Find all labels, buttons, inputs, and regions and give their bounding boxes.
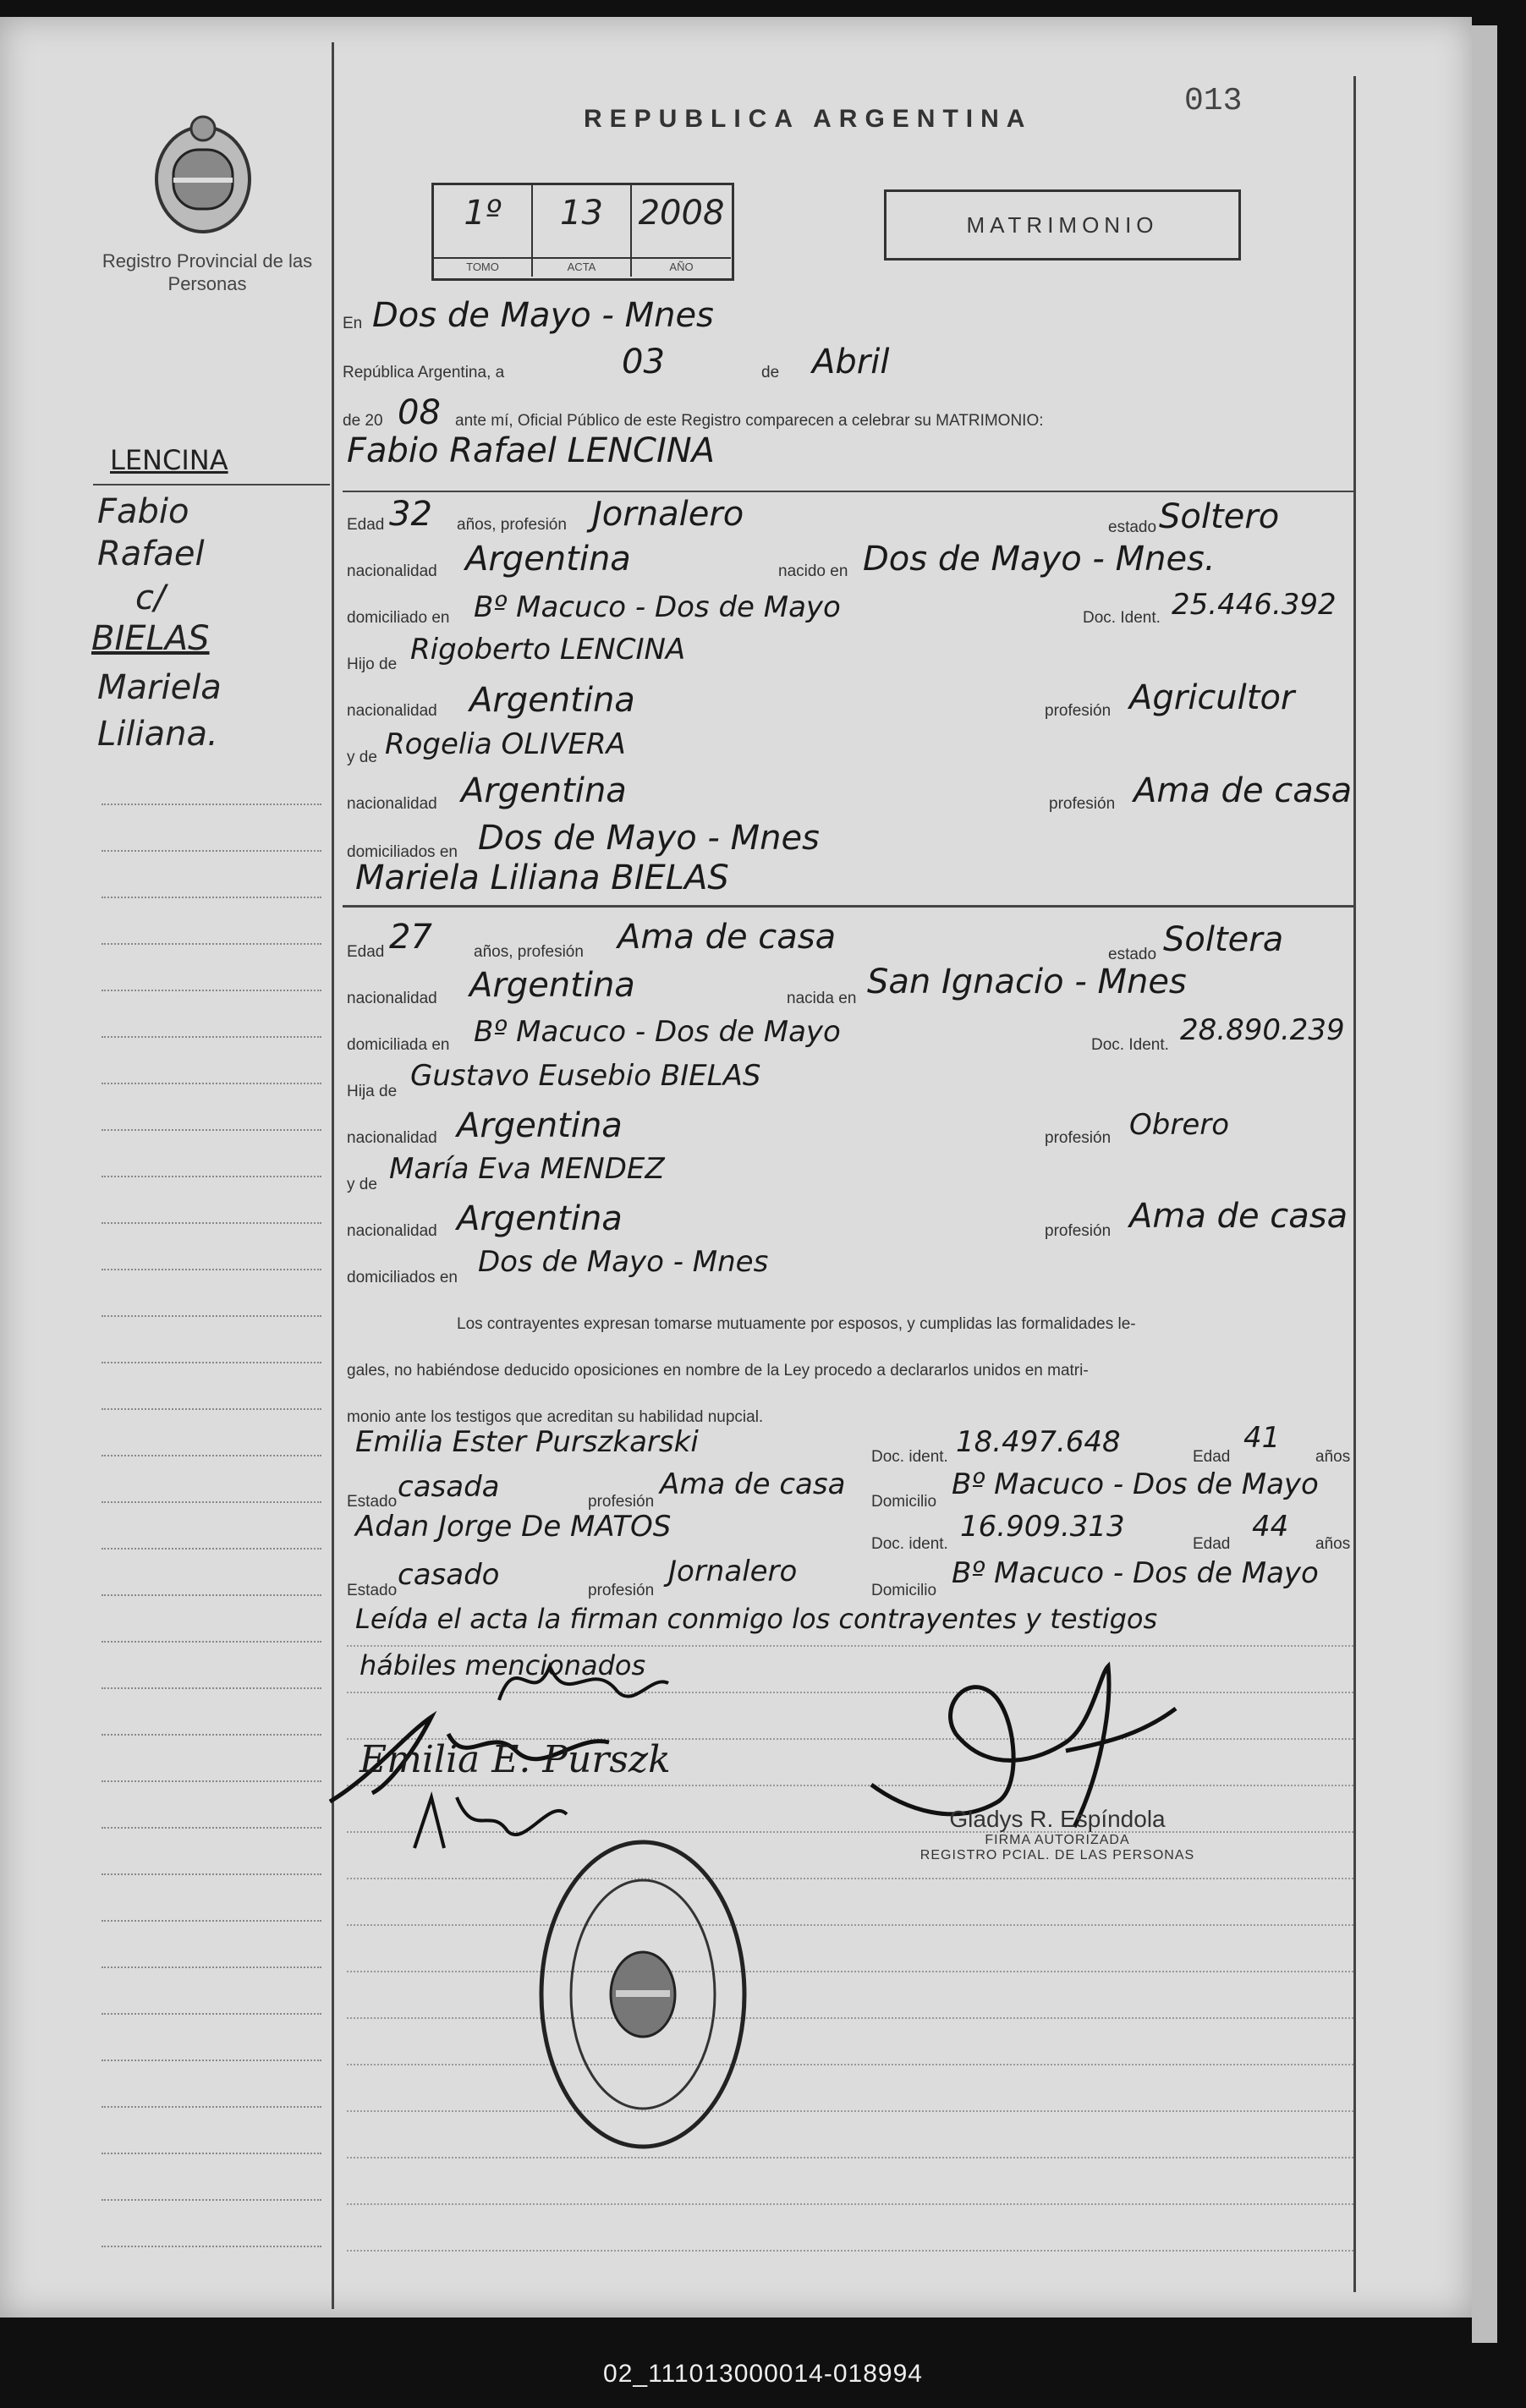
witness2-status: casado [398,1558,500,1592]
groom-estado-label: estado [1108,518,1157,536]
margin-note-line2: Fabio [97,492,189,531]
bride-birthplace: San Ignacio - Mnes [867,963,1187,1001]
bride-domicilio-label: domiciliada en [347,1036,450,1054]
registry-office-name: Registro Provincial de las Personas [102,250,313,294]
groom-hijo-label: Hijo de [347,655,398,673]
bride-mother-nat-label: nacionalidad [347,1222,437,1240]
groom-edad-label: Edad [347,516,385,534]
bride-address: Bº Macuco - Dos de Mayo [474,1015,841,1049]
witness1-anos-label: años [1315,1448,1351,1466]
witness1-edad-label: Edad [1193,1448,1231,1466]
closing-line2: hábiles mencionados [360,1649,646,1681]
bride-father-nat-label: nacionalidad [347,1129,437,1147]
bride-father-nationality: Argentina [457,1106,623,1145]
margin-note-line4: c/ [135,579,166,617]
register-page [0,17,1472,2317]
groom-mother: Rogelia OLIVERA [385,727,626,761]
witness1-estado-label: Estado [347,1493,398,1511]
official-title: FIRMA AUTORIZADA [985,1833,1130,1847]
margin-note-line5: BIELAS [91,619,210,658]
witness2-estado-label: Estado [347,1582,398,1599]
groom-mother-profession: Ama de casa [1134,771,1353,810]
bride-anos-profesion-label: años, profesión [474,943,584,961]
bride-doc: 28.890.239 [1180,1013,1345,1047]
groom-mother-nationality: Argentina [461,771,627,810]
bride-status: Soltera [1163,920,1284,959]
bride-age: 27 [389,918,432,957]
groom-doc: 25.446.392 [1172,588,1337,622]
year-value: 08 [398,393,441,432]
groom-father-nat-label: nacionalidad [347,702,437,720]
witness1-doc: 18.497.648 [956,1425,1121,1459]
de-label: de [761,364,780,381]
witness2-dom-label: Domicilio [871,1582,937,1599]
bride-father-prof-label: profesión [1045,1129,1112,1147]
witness2-address: Bº Macuco - Dos de Mayo [952,1556,1319,1590]
registry-seal-icon [533,1834,753,2155]
act-type-box: MATRIMONIO [884,189,1241,261]
book-reference-box [431,183,734,281]
groom-name-rule [343,491,1353,492]
bride-nacionalidad-label: nacionalidad [347,990,437,1007]
year-prefix-label: de 20 [343,412,383,430]
groom-mother-prof-label: profesión [1049,795,1116,813]
declaration-line1: Los contrayentes expresan tomarse mutuamente por esposos, y cumplidas las formalidades le- [457,1315,1136,1333]
groom-birthplace: Dos de Mayo - Mnes. [863,540,1216,579]
bride-parents-address: Dos de Mayo - Mnes [478,1245,769,1279]
witness2-name: Adan Jorge De MATOS [355,1510,672,1544]
bride-mother: María Eva MENDEZ [389,1152,665,1186]
groom-anos-profesion-label: años, profesión [457,516,567,534]
month-value: Abril [812,343,890,381]
registry-number: 013 [1184,83,1243,119]
acta-cell [533,185,632,277]
groom-age: 32 [389,495,432,534]
groom-doc-label: Doc. Ident. [1083,609,1161,627]
witness1-age: 41 [1243,1421,1281,1455]
bride-mother-profession: Ama de casa [1129,1197,1348,1236]
witness1-address: Bº Macuco - Dos de Mayo [952,1467,1319,1501]
left-column-divider [332,42,334,2309]
groom-parents-address: Dos de Mayo - Mnes [478,819,820,858]
groom-father-nationality: Argentina [469,681,635,720]
official-stamp [905,1806,1210,1863]
witness2-profession: Jornalero [668,1555,798,1588]
witness2-doc-label: Doc. ident. [871,1535,948,1553]
groom-nacido-label: nacido en [778,562,848,580]
bride-mother-prof-label: profesión [1045,1222,1112,1240]
groom-mother-nat-label: nacionalidad [347,795,437,813]
groom-yde-label: y de [347,749,377,766]
bride-hija-label: Hija de [347,1083,398,1100]
bride-profession: Ama de casa [618,918,837,957]
groom-domicilio-label: domiciliado en [347,609,450,627]
groom-name: Fabio Rafael LENCINA [347,431,716,470]
tomo-caption: TOMO [434,257,531,273]
declaration-line3: monio ante los testigos que acreditan su habilidad nupcial. [347,1408,764,1426]
right-column-divider [1353,76,1356,2292]
bride-yde-label: y de [347,1176,377,1193]
intro-statement: ante mí, Oficial Público de este Registro comparecen a celebrar su MATRIMONIO: [455,412,1044,430]
republica-label: República Argentina, a [343,364,505,381]
bride-father: Gustavo Eusebio BIELAS [410,1059,761,1093]
declaration-line2: gales, no habiéndose deducido oposiciones en nombre de la Ley procedo a declararlos unidos en matri- [347,1362,1089,1380]
bride-parents-dom-label: domiciliados en [347,1269,458,1286]
groom-nationality: Argentina [465,540,631,579]
ano-cell [632,185,731,277]
groom-father-profession: Agricultor [1129,678,1295,717]
witness1-profession: Ama de casa [660,1467,846,1501]
bride-nationality: Argentina [469,966,635,1005]
groom-profession: Jornalero [592,495,744,534]
ano-value: 2008 [638,194,725,233]
witness2-prof-label: profesión [588,1582,655,1599]
country-title: REPUBLICA ARGENTINA [584,105,1033,133]
bride-nacida-label: nacida en [787,990,857,1007]
margin-note-line3: Rafael [97,535,205,573]
groom-status: Soltero [1159,497,1280,536]
witness2-edad-label: Edad [1193,1535,1231,1553]
official-office: REGISTRO PCIAL. DE LAS PERSONAS [919,1848,1195,1862]
closing-line1: Leída el acta la firman conmigo los contrayentes y testigos [355,1603,1158,1635]
witness2-age: 44 [1252,1510,1289,1544]
bride-estado-label: estado [1108,946,1157,963]
margin-note-line1: LENCINA [110,444,228,476]
witness-signature: Emilia E. Purszk [360,1738,671,1781]
bride-mother-nationality: Argentina [457,1199,623,1238]
ano-caption: AÑO [632,257,731,273]
official-name: Gladys R. Espíndola [949,1806,1166,1832]
groom-parents-dom-label: domiciliados en [347,843,458,861]
groom-father: Rigoberto LENCINA [410,633,686,666]
witness1-status: casada [398,1470,500,1504]
margin-note-rule [93,484,330,485]
tomo-value: 1º [464,194,502,233]
witness2-doc: 16.909.313 [960,1510,1125,1544]
day-value: 03 [622,343,665,381]
bride-signature [491,1632,677,1725]
acta-value: 13 [560,194,603,233]
bride-name: Mariela Liliana BIELAS [355,858,729,897]
witness1-name: Emilia Ester Purszkarski [355,1425,699,1459]
image-code: 02_111013000014-018994 [603,2360,923,2388]
book-edge [1472,25,1497,2343]
groom-father-prof-label: profesión [1045,702,1112,720]
witness1-dom-label: Domicilio [871,1493,937,1511]
witness1-prof-label: profesión [588,1493,655,1511]
tomo-cell [434,185,533,277]
groom-nacionalidad-label: nacionalidad [347,562,437,580]
bride-father-profession: Obrero [1129,1108,1230,1142]
witness1-doc-label: Doc. ident. [871,1448,948,1466]
witness2-anos-label: años [1315,1535,1351,1553]
margin-note-line6: Mariela [97,668,222,707]
bride-edad-label: Edad [347,943,385,961]
en-label: En [343,315,363,332]
margin-note-line7: Liliana. [97,715,218,754]
place-value: Dos de Mayo - Mnes [372,296,714,335]
groom-address: Bº Macuco - Dos de Mayo [474,590,841,624]
coat-of-arms-icon [148,112,258,239]
acta-caption: ACTA [533,257,630,273]
section-divider [343,905,1353,908]
bride-doc-label: Doc. Ident. [1091,1036,1169,1054]
